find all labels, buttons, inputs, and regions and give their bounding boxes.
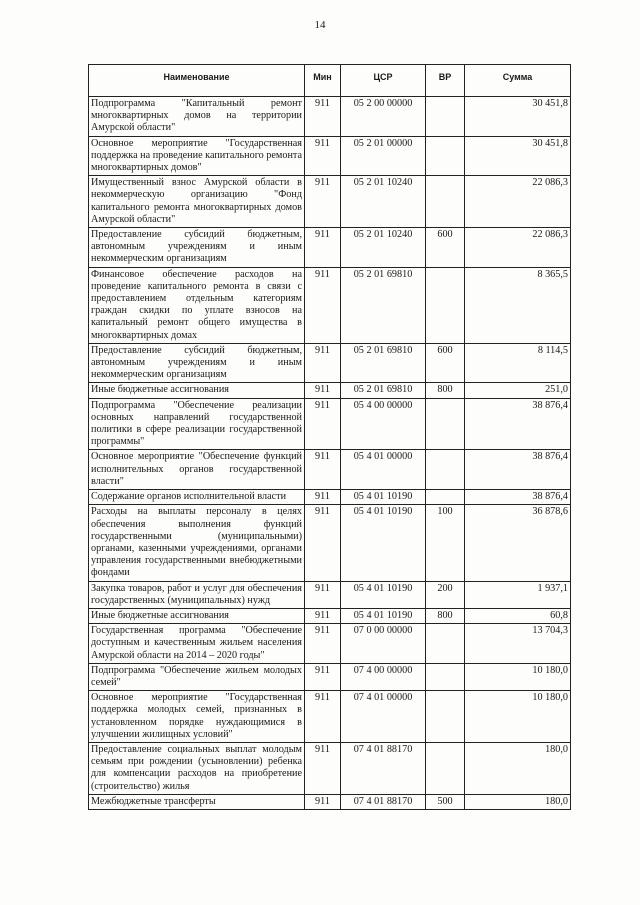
cell-name: Межбюджетные трансферты: [89, 794, 305, 809]
cell-vr: 200: [426, 581, 465, 608]
cell-sum: 30 451,8: [465, 97, 571, 137]
cell-min: 911: [305, 398, 341, 450]
cell-min: 911: [305, 383, 341, 398]
cell-name: Иные бюджетные ассигнования: [89, 608, 305, 623]
header-csr: ЦСР: [341, 65, 426, 97]
cell-name: Подпрограмма "Обеспечение реализации основных направлений государственной политики в сфере реализации государственной программы": [89, 398, 305, 450]
table-row: [89, 398, 571, 450]
table-row: [89, 343, 571, 383]
cell-sum: 10 180,0: [465, 663, 571, 690]
cell-name: Основное мероприятие "Обеспечение функций исполнительных органов государственной власти": [89, 450, 305, 490]
table-row: [89, 624, 571, 664]
cell-csr: 05 2 01 69810: [341, 343, 426, 383]
cell-min: 911: [305, 608, 341, 623]
cell-sum: 38 876,4: [465, 490, 571, 505]
cell-sum: 8 114,5: [465, 343, 571, 383]
cell-csr: 05 2 00 00000: [341, 97, 426, 137]
table-row: [89, 450, 571, 490]
cell-min: 911: [305, 691, 341, 743]
cell-vr: [426, 267, 465, 343]
cell-csr: 05 4 01 10190: [341, 608, 426, 623]
cell-sum: 30 451,8: [465, 136, 571, 176]
table-header-row: [89, 65, 571, 97]
table-row: [89, 228, 571, 268]
cell-min: 911: [305, 505, 341, 581]
cell-csr: 05 2 01 00000: [341, 136, 426, 176]
header-sum: Сумма: [465, 65, 571, 97]
cell-min: 911: [305, 267, 341, 343]
cell-sum: 251,0: [465, 383, 571, 398]
cell-vr: [426, 97, 465, 137]
cell-min: 911: [305, 490, 341, 505]
table-row: [89, 794, 571, 809]
cell-vr: [426, 136, 465, 176]
cell-min: 911: [305, 97, 341, 137]
cell-csr: 05 2 01 10240: [341, 228, 426, 268]
cell-vr: [426, 663, 465, 690]
cell-vr: [426, 176, 465, 228]
table-row: [89, 490, 571, 505]
cell-vr: 600: [426, 228, 465, 268]
cell-name: Подпрограмма "Капитальный ремонт многоквартирных домов на территории Амурской области": [89, 97, 305, 137]
cell-vr: [426, 398, 465, 450]
cell-vr: 600: [426, 343, 465, 383]
cell-min: 911: [305, 742, 341, 794]
table-row: [89, 505, 571, 581]
cell-sum: 38 876,4: [465, 450, 571, 490]
cell-name: Основное мероприятие "Государственная поддержка молодых семей, признанных в установленном порядке нуждающимися в улучшении жилищных условий": [89, 691, 305, 743]
cell-csr: 07 4 01 88170: [341, 794, 426, 809]
cell-min: 911: [305, 581, 341, 608]
cell-name: Имущественный взнос Амурской области в некоммерческую организацию "Фонд капитального ремонта многоквартирных домов Амурской области": [89, 176, 305, 228]
page-number: 14: [314, 19, 326, 31]
table-row: [89, 267, 571, 343]
cell-min: 911: [305, 343, 341, 383]
cell-sum: 1 937,1: [465, 581, 571, 608]
table-row: [89, 176, 571, 228]
budget-table: [88, 64, 571, 810]
cell-name: Расходы на выплаты персоналу в целях обеспечения выполнения функций государственными (муниципальными) органами, казенными учреждениями, органами управления государственными внебюджетными фондами: [89, 505, 305, 581]
cell-name: Закупка товаров, работ и услуг для обеспечения государственных (муниципальных) нужд: [89, 581, 305, 608]
cell-csr: 05 2 01 69810: [341, 267, 426, 343]
cell-sum: 36 878,6: [465, 505, 571, 581]
header-name: Наименование: [89, 65, 305, 97]
cell-vr: 800: [426, 383, 465, 398]
cell-sum: 13 704,3: [465, 624, 571, 664]
table-row: [89, 742, 571, 794]
cell-vr: 100: [426, 505, 465, 581]
cell-csr: 07 4 01 00000: [341, 691, 426, 743]
table-row: [89, 691, 571, 743]
cell-sum: 8 365,5: [465, 267, 571, 343]
cell-sum: 38 876,4: [465, 398, 571, 450]
cell-vr: [426, 691, 465, 743]
cell-name: Иные бюджетные ассигнования: [89, 383, 305, 398]
cell-sum: 22 086,3: [465, 176, 571, 228]
cell-vr: 500: [426, 794, 465, 809]
cell-sum: 22 086,3: [465, 228, 571, 268]
cell-csr: 07 4 01 88170: [341, 742, 426, 794]
cell-name: Предоставление социальных выплат молодым семьям при рождении (усыновлении) ребенка для компенсации расходов на приобретение (строительство) жилья: [89, 742, 305, 794]
table-row: [89, 97, 571, 137]
cell-min: 911: [305, 624, 341, 664]
cell-min: 911: [305, 794, 341, 809]
cell-csr: 07 4 00 00000: [341, 663, 426, 690]
cell-vr: 800: [426, 608, 465, 623]
cell-name: Финансовое обеспечение расходов на проведение капитального ремонта в связи с предоставлением отдельным категориям граждан скидки по уплате взносов на капитальный ремонт общего имущества в многоквартирных домах: [89, 267, 305, 343]
cell-min: 911: [305, 450, 341, 490]
cell-name: Содержание органов исполнительной власти: [89, 490, 305, 505]
cell-name: Подпрограмма "Обеспечение жильем молодых семей": [89, 663, 305, 690]
table-row: [89, 581, 571, 608]
cell-vr: [426, 450, 465, 490]
cell-min: 911: [305, 136, 341, 176]
cell-vr: [426, 742, 465, 794]
cell-csr: 05 4 01 10190: [341, 490, 426, 505]
cell-csr: 05 4 01 10190: [341, 581, 426, 608]
cell-csr: 05 2 01 10240: [341, 176, 426, 228]
table-row: [89, 663, 571, 690]
cell-csr: 05 4 01 00000: [341, 450, 426, 490]
cell-min: 911: [305, 228, 341, 268]
table-row: [89, 383, 571, 398]
cell-csr: 05 4 01 10190: [341, 505, 426, 581]
cell-name: Предоставление субсидий бюджетным, автономным учреждениям и иным некоммерческим организациям: [89, 228, 305, 268]
cell-sum: 60,8: [465, 608, 571, 623]
cell-min: 911: [305, 176, 341, 228]
cell-sum: 180,0: [465, 742, 571, 794]
cell-name: Основное мероприятие "Государственная поддержка на проведение капитального ремонта многоквартирных домов": [89, 136, 305, 176]
cell-csr: 07 0 00 00000: [341, 624, 426, 664]
cell-sum: 10 180,0: [465, 691, 571, 743]
cell-vr: [426, 624, 465, 664]
cell-csr: 05 2 01 69810: [341, 383, 426, 398]
header-min: Мин: [305, 65, 341, 97]
cell-vr: [426, 490, 465, 505]
cell-sum: 180,0: [465, 794, 571, 809]
cell-csr: 05 4 00 00000: [341, 398, 426, 450]
table-body: [89, 97, 571, 810]
cell-name: Предоставление субсидий бюджетным, автономным учреждениям и иным некоммерческим организациям: [89, 343, 305, 383]
cell-min: 911: [305, 663, 341, 690]
table-row: [89, 136, 571, 176]
header-vr: ВР: [426, 65, 465, 97]
cell-name: Государственная программа "Обеспечение доступным и качественным жильем населения Амурской области на 2014 – 2020 годы": [89, 624, 305, 664]
table-row: [89, 608, 571, 623]
